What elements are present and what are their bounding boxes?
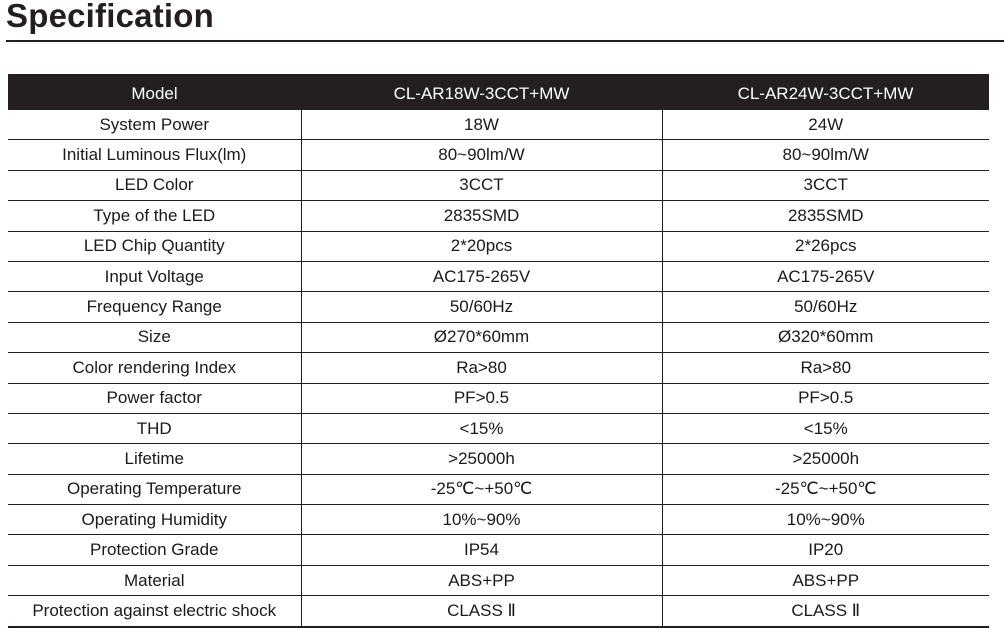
value-18w: CLASS Ⅱ xyxy=(301,596,662,628)
table-row xyxy=(8,201,989,231)
title-divider xyxy=(6,40,1004,42)
value-24w: 10%~90% xyxy=(662,505,989,535)
table-row xyxy=(8,474,989,504)
value-18w: 50/60Hz xyxy=(301,292,662,322)
table-row xyxy=(8,353,989,383)
value-24w: 3CCT xyxy=(662,170,989,200)
param-label: Size xyxy=(8,322,301,352)
value-24w: -25℃~+50℃ xyxy=(662,474,989,504)
table-row xyxy=(8,140,989,170)
param-label: Color rendering Index xyxy=(8,353,301,383)
value-18w: 2*20pcs xyxy=(301,231,662,261)
value-18w: AC175-265V xyxy=(301,261,662,291)
value-18w: 3CCT xyxy=(301,170,662,200)
table-row xyxy=(8,505,989,535)
table-row xyxy=(8,110,989,140)
value-24w: 24W xyxy=(662,110,989,140)
value-24w: ABS+PP xyxy=(662,565,989,595)
value-24w: CLASS Ⅱ xyxy=(662,596,989,628)
value-18w: 2835SMD xyxy=(301,201,662,231)
value-18w: PF>0.5 xyxy=(301,383,662,413)
param-label: Type of the LED xyxy=(8,201,301,231)
table-row xyxy=(8,170,989,200)
value-24w: 2835SMD xyxy=(662,201,989,231)
param-label: THD xyxy=(8,413,301,443)
table-row xyxy=(8,261,989,291)
value-18w: Ra>80 xyxy=(301,353,662,383)
value-18w: Ø270*60mm xyxy=(301,322,662,352)
param-label: Frequency Range xyxy=(8,292,301,322)
param-label: Protection against electric shock xyxy=(8,596,301,628)
value-24w: AC175-265V xyxy=(662,261,989,291)
param-label: Initial Luminous Flux(lm) xyxy=(8,140,301,170)
value-18w: <15% xyxy=(301,413,662,443)
specification-table xyxy=(8,74,989,628)
header-model-18w: CL-AR18W-3CCT+MW xyxy=(301,74,662,110)
table-row xyxy=(8,292,989,322)
header-model-24w: CL-AR24W-3CCT+MW xyxy=(662,74,989,110)
value-18w: -25℃~+50℃ xyxy=(301,474,662,504)
value-24w: PF>0.5 xyxy=(662,383,989,413)
value-18w: 80~90lm/W xyxy=(301,140,662,170)
table-row xyxy=(8,535,989,565)
param-label: LED Chip Quantity xyxy=(8,231,301,261)
table-row xyxy=(8,565,989,595)
value-24w: >25000h xyxy=(662,444,989,474)
param-label: Operating Temperature xyxy=(8,474,301,504)
value-24w: Ra>80 xyxy=(662,353,989,383)
table-row xyxy=(8,596,989,628)
value-24w: 80~90lm/W xyxy=(662,140,989,170)
value-18w: IP54 xyxy=(301,535,662,565)
value-24w: 50/60Hz xyxy=(662,292,989,322)
value-24w: 2*26pcs xyxy=(662,231,989,261)
param-label: Material xyxy=(8,565,301,595)
param-label: Power factor xyxy=(8,383,301,413)
value-24w: <15% xyxy=(662,413,989,443)
header-row xyxy=(8,74,989,110)
table-row xyxy=(8,231,989,261)
table-body xyxy=(8,110,989,627)
header-model: Model xyxy=(8,74,301,110)
value-24w: Ø320*60mm xyxy=(662,322,989,352)
table-row xyxy=(8,444,989,474)
value-18w: >25000h xyxy=(301,444,662,474)
table-row xyxy=(8,322,989,352)
param-label: LED Color xyxy=(8,170,301,200)
value-24w: IP20 xyxy=(662,535,989,565)
param-label: Input Voltage xyxy=(8,261,301,291)
value-18w: 18W xyxy=(301,110,662,140)
param-label: Lifetime xyxy=(8,444,301,474)
param-label: Protection Grade xyxy=(8,535,301,565)
param-label: System Power xyxy=(8,110,301,140)
table-row xyxy=(8,383,989,413)
value-18w: ABS+PP xyxy=(301,565,662,595)
param-label: Operating Humidity xyxy=(8,505,301,535)
value-18w: 10%~90% xyxy=(301,505,662,535)
page-title: Specification xyxy=(6,0,214,34)
table-row xyxy=(8,413,989,443)
